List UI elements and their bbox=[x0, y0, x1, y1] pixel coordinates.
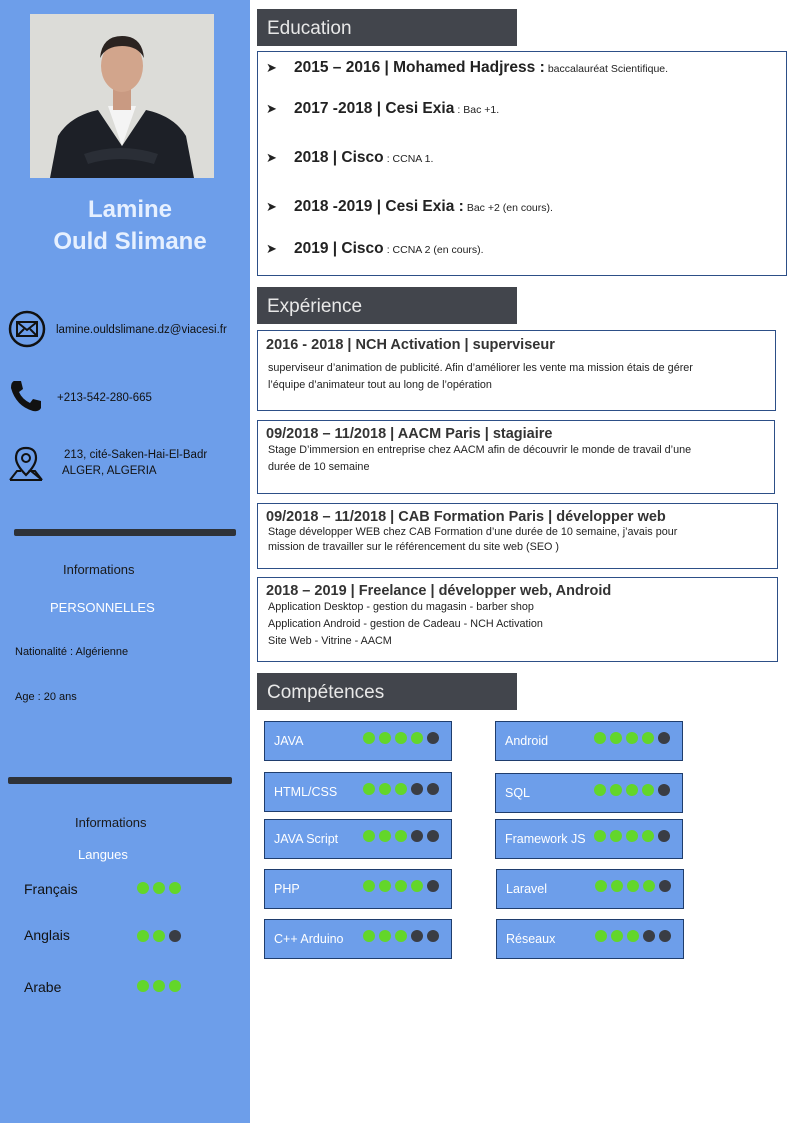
experience-line: mission de travailler sur le référencement du site web (SEO ) bbox=[268, 541, 560, 553]
rating-dot-filled bbox=[610, 732, 622, 744]
skill-rating bbox=[363, 732, 439, 744]
rating-dot-filled bbox=[411, 732, 423, 744]
skill-card bbox=[496, 919, 684, 959]
rating-dot-filled bbox=[363, 830, 375, 842]
rating-dot-empty bbox=[411, 830, 423, 842]
language-rating bbox=[137, 882, 181, 894]
mail-icon bbox=[8, 310, 46, 348]
skills-header: Compétences bbox=[257, 673, 517, 710]
languages-heading1: Informations bbox=[75, 815, 147, 830]
experience-item bbox=[257, 503, 778, 569]
rating-dot-empty bbox=[427, 732, 439, 744]
skill-card bbox=[496, 869, 684, 909]
rating-dot-filled bbox=[594, 784, 606, 796]
skill-rating bbox=[363, 830, 439, 842]
rating-dot-filled bbox=[611, 930, 623, 942]
experience-line: durée de 10 semaine bbox=[268, 461, 370, 473]
skill-rating bbox=[594, 830, 670, 842]
rating-dot-filled bbox=[626, 830, 638, 842]
education-item: ➤ 2018 -2019 | Cesi Exia : Bac +2 (en cours). bbox=[266, 198, 553, 215]
skill-rating bbox=[594, 732, 670, 744]
experience-line: superviseur d’animation de publicité. Afin d’améliorer les vente ma mission étais de gérer bbox=[268, 362, 693, 374]
rating-dot-filled bbox=[153, 980, 165, 992]
rating-dot-empty bbox=[411, 930, 423, 942]
arrow-bullet-icon: ➤ bbox=[266, 101, 277, 116]
experience-line: Application Desktop - gestion du magasin - barber shop bbox=[268, 601, 534, 613]
skill-name: Android bbox=[505, 734, 549, 748]
last-name: Ould Slimane bbox=[53, 228, 207, 255]
skill-rating bbox=[595, 880, 671, 892]
rating-dot-filled bbox=[626, 732, 638, 744]
rating-dot-filled bbox=[395, 880, 407, 892]
rating-dot-filled bbox=[169, 980, 181, 992]
rating-dot-filled bbox=[611, 880, 623, 892]
rating-dot-filled bbox=[379, 930, 391, 942]
rating-dot-filled bbox=[610, 784, 622, 796]
experience-item bbox=[257, 577, 778, 662]
experience-item bbox=[257, 420, 775, 494]
skill-card bbox=[495, 819, 683, 859]
rating-dot-empty bbox=[658, 830, 670, 842]
rating-dot-filled bbox=[395, 930, 407, 942]
rating-dot-filled bbox=[594, 732, 606, 744]
education-box bbox=[257, 51, 787, 276]
rating-dot-filled bbox=[642, 784, 654, 796]
first-name: Lamine bbox=[87, 196, 173, 223]
rating-dot-filled bbox=[627, 880, 639, 892]
experience-title: 2018 – 2019 | Freelance | développer web, Android bbox=[266, 583, 612, 599]
skill-rating bbox=[594, 784, 670, 796]
nationality: Nationalité : Algérienne bbox=[15, 646, 129, 658]
education-item: ➤ 2019 | Cisco : CCNA 2 (en cours). bbox=[266, 240, 484, 257]
rating-dot-filled bbox=[627, 930, 639, 942]
rating-dot-empty bbox=[169, 930, 181, 942]
skill-card bbox=[495, 773, 683, 813]
rating-dot-filled bbox=[395, 783, 407, 795]
rating-dot-filled bbox=[153, 882, 165, 894]
experience-line: l’équipe d’animateur tout au long de l’opération bbox=[268, 379, 492, 391]
skill-rating bbox=[363, 880, 439, 892]
language-rating bbox=[137, 930, 181, 942]
skill-name: HTML/CSS bbox=[274, 785, 338, 799]
rating-dot-filled bbox=[642, 732, 654, 744]
rating-dot-filled bbox=[363, 880, 375, 892]
experience-line: Stage développer WEB chez CAB Formation d’une durée de 10 semaine, j’avais pour bbox=[268, 526, 678, 538]
sidebar bbox=[0, 0, 250, 1123]
rating-dot-filled bbox=[153, 930, 165, 942]
rating-dot-filled bbox=[137, 980, 149, 992]
rating-dot-empty bbox=[427, 830, 439, 842]
skill-card bbox=[264, 919, 452, 959]
rating-dot-filled bbox=[642, 830, 654, 842]
divider bbox=[8, 777, 232, 784]
rating-dot-filled bbox=[395, 830, 407, 842]
rating-dot-empty bbox=[427, 783, 439, 795]
arrow-bullet-icon: ➤ bbox=[266, 199, 277, 214]
skill-name: PHP bbox=[274, 882, 300, 896]
rating-dot-filled bbox=[363, 783, 375, 795]
rating-dot-filled bbox=[379, 732, 391, 744]
rating-dot-filled bbox=[379, 783, 391, 795]
rating-dot-empty bbox=[659, 930, 671, 942]
experience-title: 09/2018 – 11/2018 | AACM Paris | stagiaire bbox=[266, 426, 553, 442]
arrow-bullet-icon: ➤ bbox=[266, 241, 277, 256]
email-text[interactable]: lamine.ouldslimane.dz@viacesi.fr bbox=[56, 324, 227, 336]
rating-dot-filled bbox=[379, 880, 391, 892]
education-item: ➤ 2015 – 2016 | Mohamed Hadjress : baccalauréat Scientifique. bbox=[266, 59, 669, 76]
phone-text[interactable]: +213-542-280-665 bbox=[57, 392, 152, 404]
skill-card bbox=[264, 721, 452, 761]
rating-dot-empty bbox=[411, 783, 423, 795]
rating-dot-filled bbox=[395, 732, 407, 744]
skill-card bbox=[264, 819, 452, 859]
personal-heading2: PERSONNELLES bbox=[50, 600, 155, 615]
rating-dot-filled bbox=[169, 882, 181, 894]
rating-dot-filled bbox=[595, 930, 607, 942]
languages-heading2: Langues bbox=[78, 847, 128, 862]
skill-name: Laravel bbox=[506, 882, 547, 896]
rating-dot-empty bbox=[427, 880, 439, 892]
experience-header: Expérience bbox=[257, 287, 517, 324]
rating-dot-filled bbox=[363, 930, 375, 942]
arrow-bullet-icon: ➤ bbox=[266, 150, 277, 165]
rating-dot-filled bbox=[610, 830, 622, 842]
rating-dot-filled bbox=[363, 732, 375, 744]
education-item: ➤ 2018 | Cisco : CCNA 1. bbox=[266, 149, 434, 166]
skill-rating bbox=[363, 930, 439, 942]
divider bbox=[14, 529, 236, 536]
experience-title: 09/2018 – 11/2018 | CAB Formation Paris | développer web bbox=[266, 509, 666, 525]
skill-rating bbox=[595, 930, 671, 942]
personal-heading1: Informations bbox=[63, 562, 135, 577]
skill-name: C++ Arduino bbox=[274, 932, 344, 946]
rating-dot-empty bbox=[659, 880, 671, 892]
arrow-bullet-icon: ➤ bbox=[266, 60, 277, 75]
language-name: Anglais bbox=[24, 927, 70, 943]
location-pin-icon bbox=[7, 445, 45, 483]
rating-dot-filled bbox=[379, 830, 391, 842]
education-item: ➤ 2017 -2018 | Cesi Exia : Bac +1. bbox=[266, 100, 500, 117]
experience-title: 2016 - 2018 | NCH Activation | superviseur bbox=[266, 337, 555, 353]
address-line1: 213, cité-Saken-Hai-El-Badr bbox=[64, 449, 208, 461]
skill-name: Framework JS bbox=[505, 832, 586, 846]
rating-dot-filled bbox=[643, 880, 655, 892]
language-name: Français bbox=[24, 881, 78, 897]
language-rating bbox=[137, 980, 181, 992]
skill-rating bbox=[363, 783, 439, 795]
rating-dot-filled bbox=[137, 882, 149, 894]
skill-name: SQL bbox=[505, 786, 531, 800]
rating-dot-filled bbox=[595, 880, 607, 892]
phone-icon bbox=[8, 378, 44, 414]
language-name: Arabe bbox=[24, 979, 62, 995]
experience-item bbox=[257, 330, 776, 411]
experience-line: Stage D’immersion en entreprise chez AACM afin de découvrir le monde de travail d’une bbox=[268, 444, 692, 456]
experience-line: Application Android - gestion de Cadeau - NCH Activation bbox=[268, 618, 543, 630]
rating-dot-empty bbox=[643, 930, 655, 942]
rating-dot-filled bbox=[137, 930, 149, 942]
skill-name: Réseaux bbox=[506, 932, 556, 946]
rating-dot-empty bbox=[427, 930, 439, 942]
profile-photo bbox=[30, 14, 214, 178]
rating-dot-filled bbox=[626, 784, 638, 796]
skill-name: JAVA bbox=[274, 734, 304, 748]
skill-card bbox=[264, 772, 452, 812]
rating-dot-filled bbox=[594, 830, 606, 842]
address-line2: ALGER, ALGERIA bbox=[62, 465, 157, 477]
experience-line: Site Web - Vitrine - AACM bbox=[268, 635, 392, 647]
rating-dot-empty bbox=[658, 732, 670, 744]
rating-dot-filled bbox=[411, 880, 423, 892]
skill-card bbox=[264, 869, 452, 909]
age: Age : 20 ans bbox=[15, 691, 77, 703]
skill-name: JAVA Script bbox=[274, 832, 339, 846]
skill-card bbox=[495, 721, 683, 761]
education-header: Education bbox=[257, 9, 517, 46]
rating-dot-empty bbox=[658, 784, 670, 796]
